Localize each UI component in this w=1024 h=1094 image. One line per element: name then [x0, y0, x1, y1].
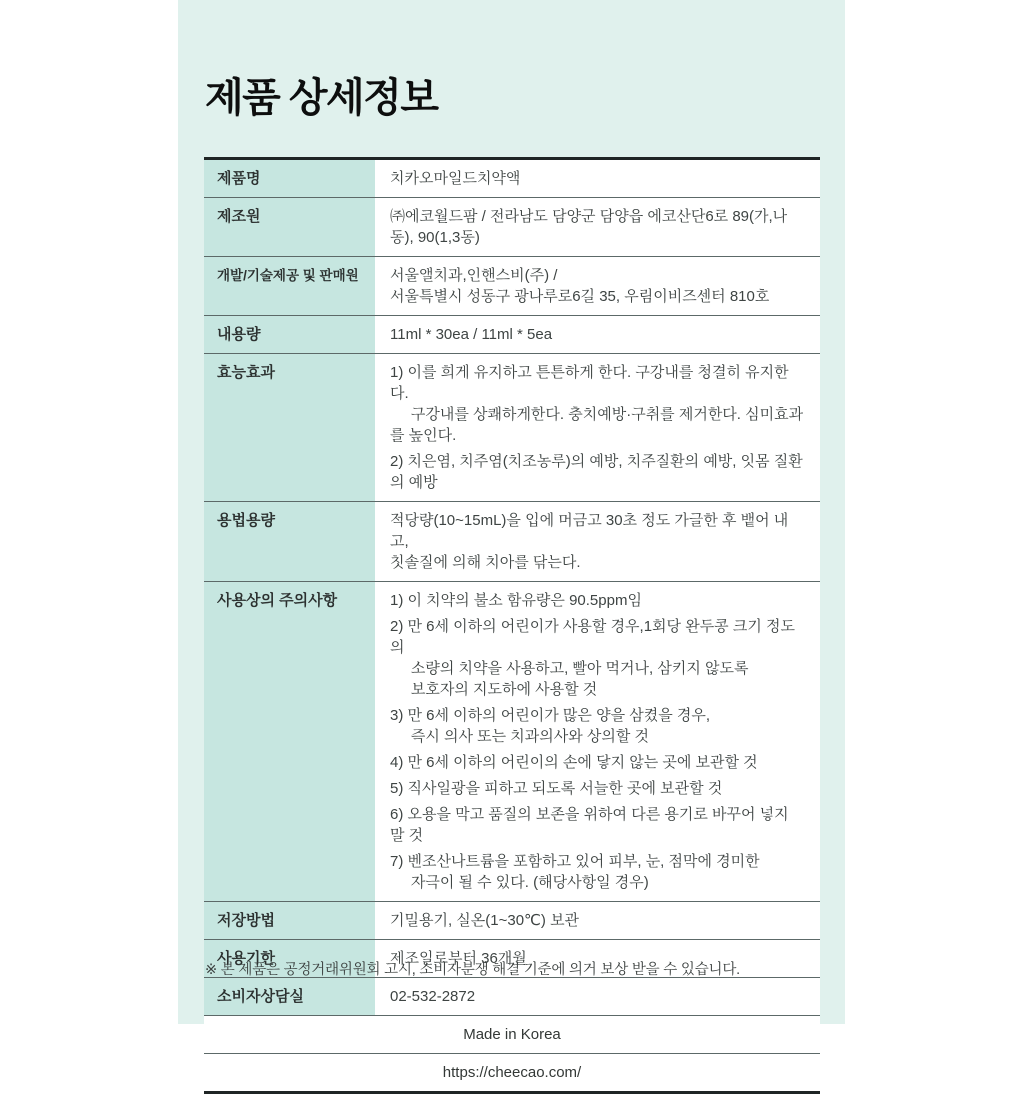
row-label: 소비자상담실: [204, 978, 375, 1015]
value-line: 서울특별시 성동구 광나루로6길 35, 우림이비즈센터 810호: [390, 288, 770, 305]
row-label: 내용량: [204, 316, 375, 353]
table-row: [204, 978, 820, 1016]
value-line: 7) 벤조산나트륨을 포함하고 있어 피부, 눈, 점막에 경미한: [390, 853, 760, 870]
table-row: [204, 582, 820, 902]
row-label: 용법용량: [204, 502, 375, 581]
row-value: [375, 502, 820, 581]
value-line: 1) 이 치약의 불소 함유량은 90.5ppm임: [390, 592, 642, 609]
row-value: [375, 978, 820, 1015]
value-line: 치카오마일드치약액: [390, 170, 521, 187]
full-row-text: https://cheecao.com/: [204, 1054, 820, 1091]
row-label: 제품명: [204, 160, 375, 197]
value-line: 4) 만 6세 이하의 어린이의 손에 닿지 않는 곳에 보관할 것: [390, 754, 758, 771]
row-value: [375, 257, 820, 315]
table-row: [204, 198, 820, 257]
table-row: [204, 257, 820, 316]
row-value: [375, 582, 820, 901]
footnote: ※ 본 제품은 공정거래위원회 고시, 소비자분쟁 해결 기준에 의거 보상 받을 수 있습니다.: [205, 962, 740, 978]
value-line: 11ml * 30ea / 11ml * 5ea: [390, 326, 553, 343]
value-line: 5) 직사일광을 피하고 되도록 서늘한 곳에 보관할 것: [390, 780, 723, 797]
table-row: [204, 316, 820, 354]
row-value: [375, 354, 820, 501]
row-value: [375, 198, 820, 256]
value-line: 제조일로부터 36개월: [390, 950, 527, 967]
value-line: 1) 이를 희게 유지하고 튼튼하게 한다. 구강내를 청결히 유지한다.: [390, 364, 789, 402]
product-info-panel: [178, 0, 845, 1081]
table-row: [204, 354, 820, 502]
value-line: 2) 치은염, 치주염(치조농루)의 예방, 치주질환의 예방, 잇몸 질환의 예방: [390, 453, 803, 491]
row-value: [375, 316, 820, 353]
row-label: 사용상의 주의사항: [204, 582, 375, 901]
full-row-text: Made in Korea: [204, 1016, 820, 1053]
value-line: 3) 만 6세 이하의 어린이가 많은 양을 삼켰을 경우,: [390, 707, 711, 724]
value-line: 2) 만 6세 이하의 어린이가 사용할 경우,1회당 완두콩 크기 정도의: [390, 618, 795, 656]
row-label: 효능효과: [204, 354, 375, 501]
value-line: 즉시 의사 또는 치과의사와 상의할 것: [390, 728, 650, 745]
value-line: 적당량(10~15mL)을 입에 머금고 30초 정도 가글한 후 뱉어 내고,: [390, 512, 789, 550]
value-line: 서울앨치과,인핸스비(주) /: [390, 267, 558, 284]
value-line: 자극이 될 수 있다. (해당사항일 경우): [390, 874, 649, 891]
value-line: 구강내를 상쾌하게한다. 충치예방·구취를 제거한다. 심미효과를 높인다.: [390, 406, 804, 444]
row-label: 사용기한: [204, 940, 375, 977]
row-label: 저장방법: [204, 902, 375, 939]
value-line: 02-532-2872: [390, 988, 476, 1005]
value-line: ㈜에코월드팜 / 전라남도 담양군 담양읍 에코산단6로 89(가,나동), 90(1,3동): [390, 208, 788, 246]
product-info-table: [204, 157, 820, 1094]
row-label: 제조원: [204, 198, 375, 256]
value-line: 소량의 치약을 사용하고, 빨아 먹거나, 삼키지 않도록: [390, 660, 749, 677]
row-value: [375, 902, 820, 939]
page-title: 제품 상세정보: [205, 76, 438, 120]
value-line: 보호자의 지도하에 사용할 것: [390, 681, 598, 698]
table-row-full: [204, 1016, 820, 1054]
table-row: [204, 902, 820, 940]
table-row: [204, 502, 820, 582]
row-value: [375, 160, 820, 197]
row-label: 개발/기술제공 및 판매원: [204, 257, 375, 315]
value-line: 칫솔질에 의해 치아를 닦는다.: [390, 554, 581, 571]
table-row: [204, 160, 820, 198]
value-line: 6) 오용을 막고 품질의 보존을 위하여 다른 용기로 바꾸어 넣지 말 것: [390, 806, 793, 844]
table-row-full: [204, 1054, 820, 1091]
value-line: 기밀용기, 실온(1~30℃) 보관: [390, 912, 580, 929]
